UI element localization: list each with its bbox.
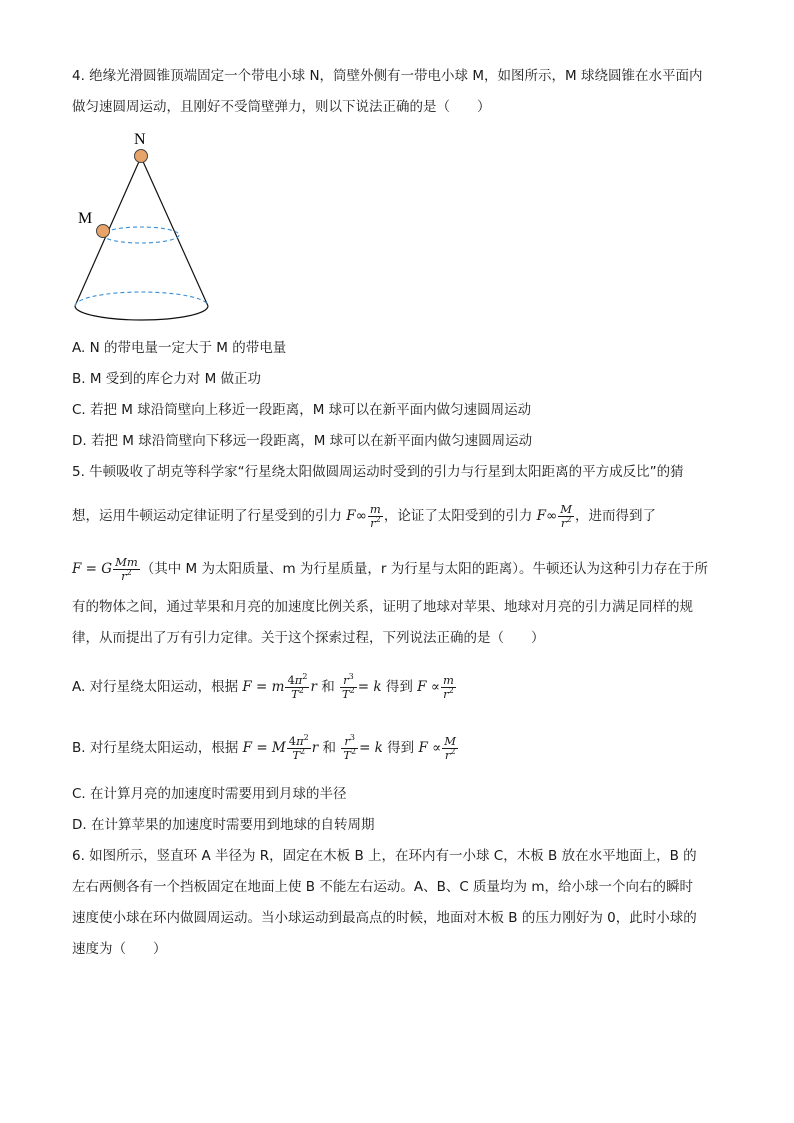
formula-f-prop-big-m: F (536, 508, 546, 524)
cone-base-front (75, 306, 208, 320)
q4-option-b: B. M 受到的库仑力对 M 做正功 (72, 371, 262, 387)
orbit-circle (103, 227, 179, 243)
q5-stem-line2: 想，运用牛顿运动定律证明了行星受到的引力 F∞ $\frac{m}{r^2}$ ，论证了太阳受到的引力 F∞ $\frac{M}{r^2}$ ，进而得到了 (72, 501, 657, 530)
q5-option-a: A. 对行星绕太阳运动，根据 F = m $\frac{4\pi^2}{T^2}$ r 和 $\frac{r^3}{T^2}$ = k 得到 F ∝ $\frac{m}{r^2}$ (72, 671, 454, 701)
label-n: N (134, 131, 146, 148)
q5-stem-line3: F = G $\frac{Mm}{r^2}$ （其中 M 为太阳质量、m 为行星质量，r 为行星与太阳的距离）。牛顿还认为这种引力存在于所 (72, 554, 709, 583)
q4-stem-line1: 4. 绝缘光滑圆锥顶端固定一个带电小球 N，筒壁外侧有一带电小球 M，如图所示，M 球绕圆锥在水平面内 (72, 68, 703, 84)
q5-stem-line5: 律，从而提出了万有引力定律。关于这个探索过程，下列说法正确的是（ ） (72, 630, 545, 646)
q6-stem-line4: 速度为（ ） (72, 941, 167, 957)
formula-f-prop-m: F (346, 508, 356, 524)
q5-option-b: B. 对行星绕太阳运动，根据 F = M $\frac{4\pi^2}{T^2}$ r 和 $\frac{r^3}{T^2}$ = k 得到 F ∝ $\frac{M}{r^2}$ (72, 732, 457, 762)
cone-figure (70, 126, 220, 326)
ball-n (135, 150, 148, 163)
q6-stem-line2: 左右两侧各有一个挡板固定在地面上使 B 不能左右运动。A、B、C 质量均为 m，给小球一个向右的瞬时 (72, 879, 693, 895)
q4-stem-line2: 做匀速圆周运动，且刚好不受筒壁弹力，则以下说法正确的是（ ） (72, 99, 491, 115)
q4-option-d: D. 若把 M 球沿筒壁向下移远一段距离，M 球可以在新平面内做匀速圆周运动 (72, 433, 533, 449)
q4-option-a: A. N 的带电量一定大于 M 的带电量 (72, 340, 287, 356)
q6-stem-line3: 速度使小球在环内做圆周运动。当小球运动到最高点的时候，地面对木板 B 的压力刚好为 0，此时小球的 (72, 910, 697, 926)
q6-stem-line1: 6. 如图所示，竖直环 A 半径为 R，固定在木板 B 上，在环内有一小球 C，木板 B 放在水平地面上，B 的 (72, 848, 697, 864)
ball-m (97, 225, 110, 238)
cone-right-edge (141, 157, 208, 306)
formula-gravitation: F = G (72, 561, 113, 577)
label-m: M (78, 210, 93, 227)
q5-stem-line4: 有的物体之间，通过苹果和月亮的加速度比例关系，证明了地球对苹果、地球对月亮的引力满足同样的规 (72, 599, 693, 615)
q4-option-c: C. 若把 M 球沿筒壁向上移近一段距离，M 球可以在新平面内做匀速圆周运动 (72, 402, 532, 418)
cone-base-back (75, 292, 208, 306)
q5-option-d: D. 在计算苹果的加速度时需要用到地球的自转周期 (72, 817, 375, 833)
q5-stem-line1: 5. 牛顿吸收了胡克等科学家“行星绕太阳做圆周运动时受到的引力与行星到太阳距离的平方成反比”的猜 (72, 464, 684, 480)
q5-option-c: C. 在计算月亮的加速度时需要用到月球的半径 (72, 786, 347, 802)
